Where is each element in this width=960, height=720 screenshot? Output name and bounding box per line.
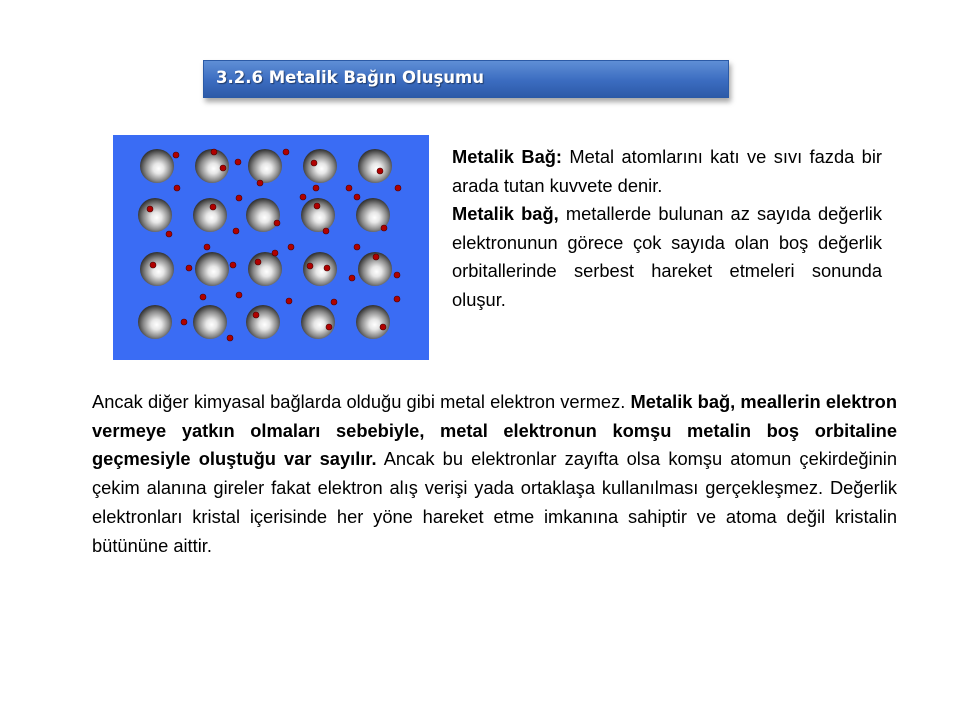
- free-electron: [311, 160, 317, 166]
- free-electron: [233, 228, 239, 234]
- free-electron: [227, 335, 233, 341]
- free-electron: [166, 231, 172, 237]
- free-electron: [230, 262, 236, 268]
- free-electron: [283, 149, 289, 155]
- free-electron: [257, 180, 263, 186]
- metal-atom: [356, 305, 390, 339]
- free-electron: [324, 265, 330, 271]
- free-electron: [346, 185, 352, 191]
- metal-atom: [140, 252, 174, 286]
- free-electron: [349, 275, 355, 281]
- free-electron: [204, 244, 210, 250]
- paragraph-intro: Ancak diğer kimyasal bağlarda olduğu gibi metal elektron vermez.: [92, 391, 631, 412]
- term-metallic-bond-2: Metalik bağ,: [452, 203, 559, 224]
- free-electron: [323, 228, 329, 234]
- free-electron: [394, 296, 400, 302]
- free-electron: [150, 262, 156, 268]
- free-electron: [380, 324, 386, 330]
- free-electron: [354, 244, 360, 250]
- metal-atom: [138, 198, 172, 232]
- free-electron: [354, 194, 360, 200]
- term-metallic-bond: Metalik Bağ:: [452, 146, 562, 167]
- free-electron: [174, 185, 180, 191]
- metal-atom: [248, 149, 282, 183]
- free-electron: [253, 312, 259, 318]
- metal-atom: [195, 252, 229, 286]
- metal-atom: [358, 149, 392, 183]
- free-electron: [200, 294, 206, 300]
- free-electron: [236, 292, 242, 298]
- paragraph-rest: Ancak bu elektronlar zayıfta olsa komşu atomun çekirdeğinin çekim alanına gireler fakat elektron alış verişi yada ortaklaşa kullanılması gerçekleşmez. Değerlik elektronları kristal içerisinde her yöne hareket etme imkanına sahiptir ve atoma değil kristalin bütününe aittir.: [92, 448, 897, 556]
- free-electron: [147, 206, 153, 212]
- free-electron: [236, 195, 242, 201]
- metal-lattice-svg: [113, 135, 429, 360]
- metal-atom: [246, 198, 280, 232]
- metal-atom: [303, 149, 337, 183]
- metal-atom: [138, 305, 172, 339]
- free-electron: [377, 168, 383, 174]
- metallic-bond-illustration: [113, 135, 429, 360]
- definition-text: Metal atomlarını katı ve sıvı fazda bir arada tutan kuvvete denir.: [452, 146, 882, 196]
- free-electron: [381, 225, 387, 231]
- metal-atom: [140, 149, 174, 183]
- metallic-bond-definition: [452, 143, 882, 314]
- free-electron: [313, 185, 319, 191]
- free-electron: [220, 165, 226, 171]
- metal-atom: [248, 252, 282, 286]
- metal-atom: [301, 305, 335, 339]
- metal-atom: [303, 252, 337, 286]
- free-electron: [173, 152, 179, 158]
- metal-atom: [193, 198, 227, 232]
- section-title-banner: [203, 60, 729, 98]
- free-electron: [274, 220, 280, 226]
- formation-text: metallerde bulunan az sayıda değerlik elektronunun görece çok sayıda olan boş değerlik orbitallerinde serbest hareket etmeleri sonunda oluşur.: [452, 203, 882, 310]
- free-electron: [272, 250, 278, 256]
- free-electron: [307, 263, 313, 269]
- metal-atom: [246, 305, 280, 339]
- section-title: 3.2.6 Metalik Bağın Oluşumu: [216, 68, 484, 87]
- free-electron: [211, 149, 217, 155]
- free-electron: [210, 204, 216, 210]
- free-electron: [373, 254, 379, 260]
- free-electron: [186, 265, 192, 271]
- free-electron: [314, 203, 320, 209]
- free-electron: [331, 299, 337, 305]
- free-electron: [394, 272, 400, 278]
- explanation-paragraph: [92, 388, 897, 560]
- free-electron: [255, 259, 261, 265]
- free-electron: [300, 194, 306, 200]
- paragraph-bold: Metalik bağ, meallerin elektron vermeye yatkın olmaları sebebiyle, metal elektronun komşu metalin boş orbitaline geçmesiyle oluştuğu var sayılır.: [92, 391, 898, 470]
- free-electron: [395, 185, 401, 191]
- free-electron: [235, 159, 241, 165]
- free-electron: [286, 298, 292, 304]
- free-electron: [326, 324, 332, 330]
- metal-atom: [193, 305, 227, 339]
- free-electron: [288, 244, 294, 250]
- free-electron: [181, 319, 187, 325]
